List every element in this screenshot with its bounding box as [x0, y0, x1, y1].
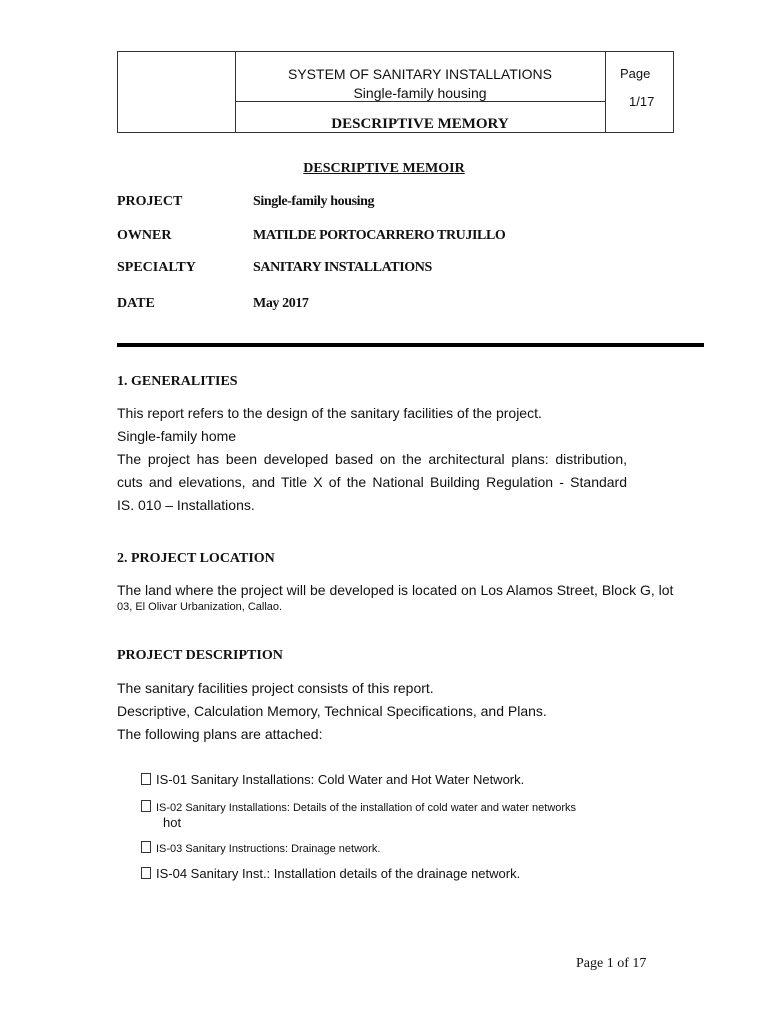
- meta-value-date: May 2017: [253, 296, 309, 311]
- location-line: The land where the project will be developed is located on Los Alamos Street, Block G, lot: [117, 582, 674, 598]
- bullet-box-icon: [141, 773, 151, 785]
- page-number: 1/17: [629, 94, 655, 109]
- doc-type: DESCRIPTIVE MEMORY: [331, 116, 509, 132]
- system-title: SYSTEM OF SANITARY INSTALLATIONS: [288, 66, 552, 82]
- generalities-line: IS. 010 – Installations.: [117, 497, 255, 513]
- horizontal-rule: [117, 343, 704, 347]
- plan-item: IS-02 Sanitary Installations: Details of the installation of cold water and water networks: [141, 800, 576, 814]
- page-cell: [605, 52, 674, 132]
- bullet-box-icon: [141, 867, 151, 879]
- header-title-cell: [235, 52, 606, 132]
- meta-label-specialty: SPECIALTY: [117, 260, 196, 275]
- meta-value-specialty: SANITARY INSTALLATIONS: [253, 260, 432, 275]
- location-line: 03, El Olivar Urbanization, Callao.: [117, 601, 283, 613]
- bullet-box-icon: [141, 841, 151, 853]
- description-line: The sanitary facilities project consists of this report.: [117, 680, 434, 696]
- section-heading-description: PROJECT DESCRIPTION: [117, 648, 283, 663]
- memoir-title: DESCRIPTIVE MEMOIR: [303, 161, 465, 176]
- document-header: [117, 51, 674, 133]
- generalities-paragraph: [117, 402, 627, 517]
- bullet-box-icon: [141, 800, 151, 812]
- generalities-line: Single-family home: [117, 428, 237, 444]
- description-paragraph: [117, 677, 627, 746]
- header-divider: [235, 101, 605, 102]
- location-paragraph: [117, 580, 677, 614]
- description-line: Descriptive, Calculation Memory, Technical Specifications, and Plans.: [117, 703, 547, 719]
- meta-value-project: Single-family housing: [253, 194, 375, 209]
- page-footer: Page 1 of 17: [576, 956, 647, 971]
- meta-label-project: PROJECT: [117, 194, 183, 209]
- plan-item: IS-03 Sanitary Instructions: Drainage network.: [141, 841, 380, 855]
- plan-item: IS-04 Sanitary Inst.: Installation details of the drainage network.: [141, 866, 520, 881]
- logo-cell: [118, 52, 236, 132]
- section-heading-generalities: 1. GENERALITIES: [117, 374, 238, 389]
- meta-value-owner: MATILDE PORTOCARRERO TRUJILLO: [253, 228, 506, 243]
- generalities-line: This report refers to the design of the sanitary facilities of the project.: [117, 405, 542, 421]
- section-heading-location: 2. PROJECT LOCATION: [117, 551, 275, 566]
- header-subtitle: Single-family housing: [353, 85, 487, 101]
- generalities-line: cuts and elevations, and Title X of the National Building Regulation - Standard: [117, 474, 627, 490]
- plan-item: IS-01 Sanitary Installations: Cold Water and Hot Water Network.: [141, 772, 524, 787]
- meta-label-owner: OWNER: [117, 228, 172, 243]
- generalities-line: The project has been developed based on the architectural plans: distribution,: [117, 451, 627, 467]
- meta-label-date: DATE: [117, 296, 155, 311]
- description-line: The following plans are attached:: [117, 726, 323, 742]
- page-label: Page: [620, 66, 651, 81]
- plan-item-continuation: hot: [163, 815, 182, 830]
